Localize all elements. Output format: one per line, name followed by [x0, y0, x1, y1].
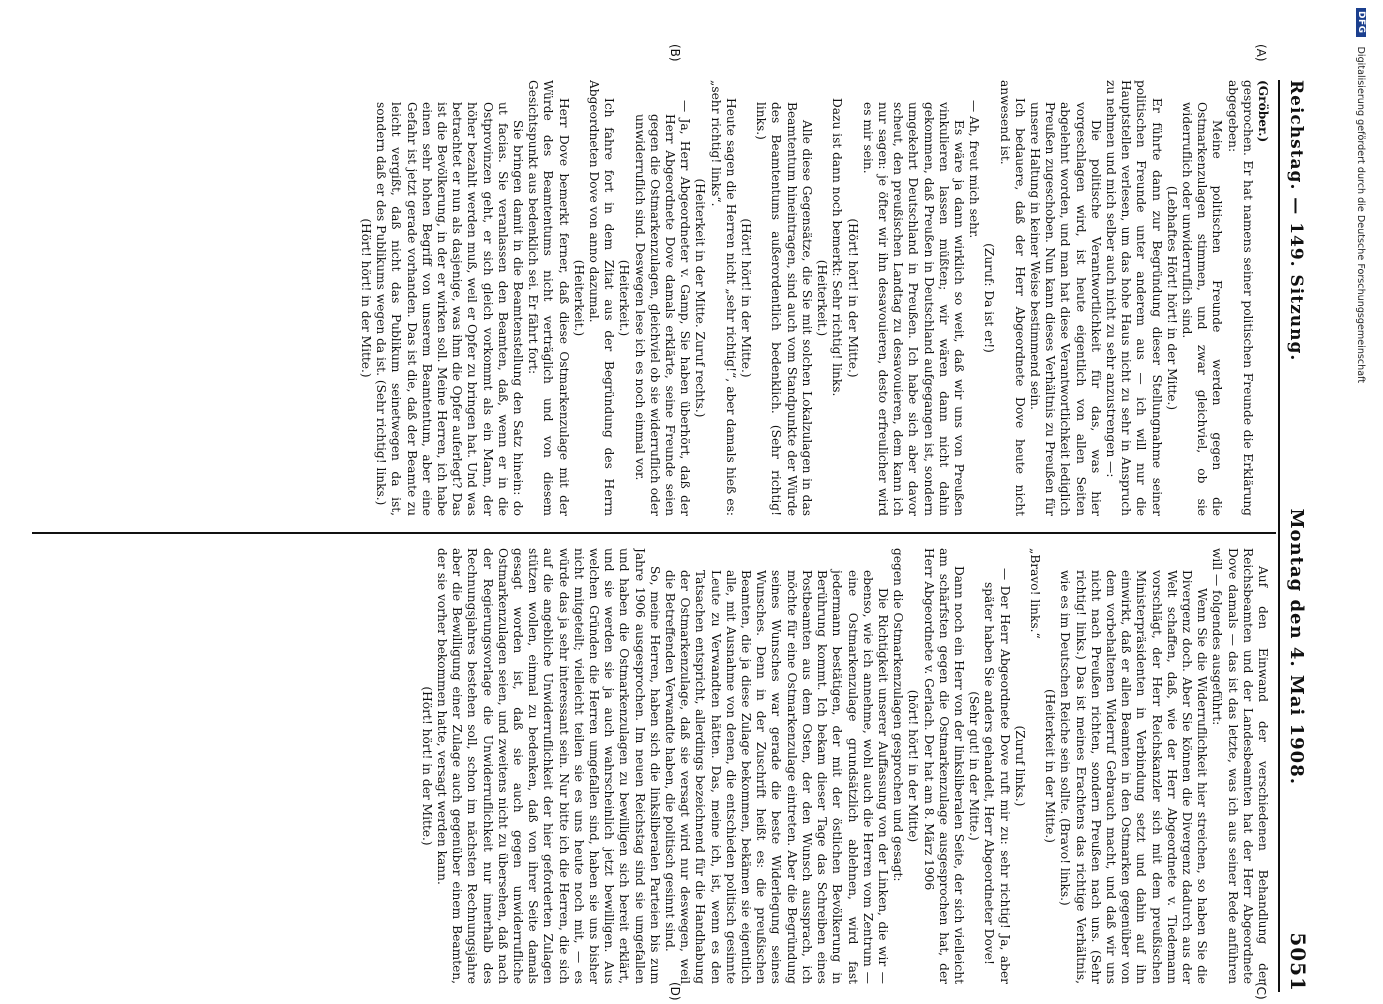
- paragraph: (Heiterkeit.): [571, 259, 586, 337]
- left-column: [36, 80, 1270, 516]
- paragraph: (Gröber.): [1256, 80, 1270, 143]
- paragraph: (Lebhaftes Hört! hört! in der Mitte.): [1164, 185, 1179, 411]
- paragraph: (Heiterkeit in der Mitte. Zuruf rechts.): [693, 178, 708, 418]
- page-number: 5051: [1286, 932, 1310, 992]
- paragraph: Wenn Sie die Widerruflichkeit hier streichen, so haben Sie die Divergenz doch. Aber Sie können die Divergenz dadurch aus der Welt schaffen, daß, wie der Herr Abgeordnete v. Tiedemann vorschlägt, der Herr Reichskanzler sich mit dem preußischen Ministerpräsidenten in Verbindung setzt und dahin auf ihn einwirkt, daß er allen Beamten in den Ostmarken gegenüber von dem vorbehaltenen Widerruf Gebrauch macht, und daß wir uns nicht nach Preußen richten, sondern Preußen nach uns. (Sehr richtig! links.) Das ist meines Erachtens das richtige Verhältnis, wie es im Deutschen Reiche sein sollte. (Bravo! links.): [1058, 570, 1210, 984]
- paragraph: Heute sagen die Herren nicht „sehr richtig!“, aber damals hieß es: „sehr richtig! links“.: [708, 80, 738, 516]
- digitization-credit: [1354, 8, 1368, 1004]
- right-column: [36, 548, 1270, 984]
- paragraph: gesprochen. Er hat namens seiner politischen Freunde die Erklärung abgegeben:: [1225, 80, 1255, 516]
- column-divider: [32, 532, 1276, 534]
- paragraph: Die Richtigkeit unserer Auffassung von der Linken, die wir — ebenso, wie ich annehme, wohl auch die Herren vom Zentrum — eine Ostmarkenzulage grundsätzlich ablehnen, wird fast jedermann bestätigen, der mit der östlichen Bevölkerung in Berührung kommt. Ich bekam dieser Tage das Schreiben eines Postbeamten aus dem Osten, der den Wunsch aussprach, ich möchte für eine Ostmarkenzulage eintreten. Aber die Begründung seines Wunsches war gerade die beste Widerlegung seines Wunsches. Denn in der Zuschrift heißt es: die preußischen Beamten, die ja diese Zulage bekommen, bekämen sie eigentlich alle, mit Ausnahme von denen, die entschieden politisch gesinnte Leute zu Verwandten hätten. Das, meine ich, ist, wenn es den Tatsachen entspricht, allerdings bezeichnend für die Handhabung der Ostmarkenzulage, daß sie versagt wird nur deswegen, weil die Betreffenden Verwandte haben, die politisch gesinnt sind.: [663, 570, 890, 984]
- paragraph: Ich fahre fort in dem Zitat aus der Begründung des Herrn Abgeordneten Dove von anno dazumal.: [587, 80, 617, 516]
- paragraph: gegen die Ostmarkenzulagen gesprochen und gesagt:: [891, 548, 906, 882]
- paragraph: Auf den Einwand der verschiedenen Behandlung der Reichsbeamten und der Landesbeamten hat der Herr Abgeordnete Dove damals — das ist das letzte, was ich aus seiner Rede anführen will — folgendes ausgeführt:: [1210, 548, 1270, 984]
- paragraph: Dann noch ein Herr von der linksliberalen Seite, der sich vielleicht am schärfsten gegen die Ostmarkenzulage ausgesprochen hat, der Herr Abgeordnete v. Gerlach. Der hat am 8. März 1906: [921, 548, 966, 984]
- header-date: Montag den 4. Mai 1908.: [1286, 508, 1307, 785]
- paragraph: Ich bedauere, daß der Herr Abgeordnete Dove heute nicht anwesend ist.: [997, 80, 1027, 516]
- paragraph: Es wäre ja dann wirklich so weit, daß wir uns von Preußen vinkulieren lassen müßten; wir wären dann nicht dahin gekommen, daß Preußen in Deutschland aufgegangen ist, sondern umgekehrt Deutschland in Preußen. Ich habe sich aber davor scheut, den preußischen Landtag zu desavouieren, dem kann ich nur sagen: je öfter wir ihn desavouieren, desto erfreulicher wird es mir sein.: [860, 102, 966, 516]
- paragraph: — Ah, freut mich sehr.: [967, 100, 982, 239]
- paragraph: (hört! hört! in der Mitte): [906, 689, 921, 843]
- paragraph: (Hört! hört! in der Mitte.): [419, 686, 434, 846]
- paragraph: So, meine Herren, haben sich die linksliberalen Parteien bis zum Jahre 1906 ausgesprochen. Im neuen Reichstag sind sie umgefallen und haben die Ostmarkenzulagen zu bewilligen sich bereit erklärt, und sie werden sie ja auch wahrscheinlich jetzt bewilligen. Aus welchen Gründen die Herren umgefallen sind, haben sie uns bisher nicht mitgeteilt; vielleicht teilen sie es uns heute noch mit, — es würde das ja sehr interessant sein. Nur bitte ich die Herren, die sich auf die angebliche Unwiderruflichkeit der hier geforderten Zulagen stützen wollen, einmal zu bedenken, daß von ihrer Seite damals gesagt worden ist, daß sie auch gegen unwiderrufliche Ostmarkenzulagen seien, und zweitens nicht zu übersehen, daß nach der Regierungsvorlage die Unwiderruflichkeit nur innerhalb des Rechnungsjahres bestehen soll, schon im nächsten Rechnungsjahre aber die Bewilligung einer Zulage auch gegenüber einem Beamten, der sie vorher bekommen hatte, versagt werden kann.: [435, 548, 662, 984]
- paragraph: Alle diese Gegensätze, die Sie mit solchen Lokalzulagen in das Beamtentum hineintragen, sind auch vom Standpunkte der Würde des Beamtentums außerordentlich bedenklich. (Sehr richtig! links.): [754, 102, 814, 516]
- margin-marker-a: (A): [1254, 44, 1268, 62]
- paragraph: „Bravo! links.“: [1027, 548, 1042, 639]
- margin-marker-c: (C): [1254, 982, 1268, 1000]
- paragraph: Sie bringen damit in die Beamtenstellung den Satz hinein: do ut facias. Sie veranlassen den Beamten, daß, wenn er in die Ostprovinzen geht, er sich gleich vorkommt als ein Mann, der höher bezahlt werden muß, weil er Opfer zu bringen hat. Und was betrachtet er nun als dasjenige, was ihm die Opfer auferlegt? Das ist die Bevölkerung, in der er wirken soll. Meine Herren, ich habe einen sehr hohen Begriff von unserem Beamtentum, aber eine Gefahr ist jetzt gerade vorhanden. Das ist die, daß der Beamte zu leicht vergißt, daß nicht das Publikum seinetwegen da ist, sondern daß er des Publikums wegen da ist. (Sehr richtig! links.): [374, 102, 526, 516]
- header-rule: [1278, 80, 1280, 992]
- credit-text: Digitalisierung gefördert durch die Deutsche Forschungsgemeinschaft: [1355, 46, 1367, 384]
- paragraph: (Heiterkeit in der Mitte.): [1043, 688, 1058, 844]
- dfg-logo: DFG: [1356, 8, 1366, 37]
- paragraph: (Hört! hört! in der Mitte.): [845, 218, 860, 378]
- paragraph: (Zuruf: Da ist er!): [982, 243, 997, 353]
- paragraph: Er führte dann zur Begründung dieser Stellungnahme seiner politischen Freunde unter anderem aus — ich will nur die Hauptstellen verlesen, um das hohe Haus nicht zu sehr in Anspruch zu nehmen und mich selber auch nicht zu sehr anzustrengen —:: [1103, 80, 1164, 516]
- header-session: Reichstag. — 149. Sitzung.: [1286, 80, 1306, 362]
- paragraph: Herr Dove bemerkt ferner, daß diese Ostmarkenzulage mit der Würde des Beamtentums nicht verträglich und von diesem Gesichtspunkt aus bedenklich sei. Er fährt fort:: [526, 80, 571, 516]
- paragraph: (Hört! hört! in der Mitte.): [359, 218, 374, 378]
- paragraph: (Heiterkeit.): [815, 259, 830, 337]
- paragraph: (Sehr gut! in der Mitte.): [967, 691, 982, 841]
- paragraph: Meine politischen Freunde werden gegen die Ostmarkenzulagen stimmen, und zwar gleichviel, ob sie widerruflich oder unwiderruflich sind.: [1179, 102, 1225, 516]
- paragraph: — Der Herr Abgeordnete Dove ruft mir zu: sehr richtig! Ja, aber später haben Sie anders gehandelt, Herr Abgeordneter Dove!: [982, 568, 1012, 984]
- paragraph: (Heiterkeit.): [617, 259, 632, 337]
- paragraph: (Hört! hört! in der Mitte.): [739, 218, 754, 378]
- margin-marker-b: (B): [668, 44, 682, 62]
- page-header: [1286, 80, 1322, 992]
- paragraph: — Ja, Herr Abgeordneter v. Gamp, Sie haben überhört, daß der Herr Abgeordnete Dove damals erklärte, seine Freunde seien gegen die Ostmarkenzulagen, gleichviel ob sie widerruflich oder unwiderruflich sind. Deswegen lese ich es noch einmal vor.: [632, 100, 693, 516]
- document-page: [32, 40, 1322, 1000]
- paragraph: (Zuruf links.): [1012, 725, 1027, 807]
- paragraph: Die politische Verantwortlichkeit für das, was hier vorgeschlagen wird, ist heute eigentlich von allen Seiten abgelehnt worden, und man hat diese Verantwortlichkeit lediglich Preußen zugeschoben. Nun kann dieses Verhältnis zu Preußen für unsere Haltung in keiner Weise bestimmend sein.: [1027, 102, 1103, 516]
- margin-marker-d: (D): [668, 982, 682, 1001]
- paragraph: Dazu ist dann noch bemerkt: Sehr richtig! links.: [830, 98, 845, 397]
